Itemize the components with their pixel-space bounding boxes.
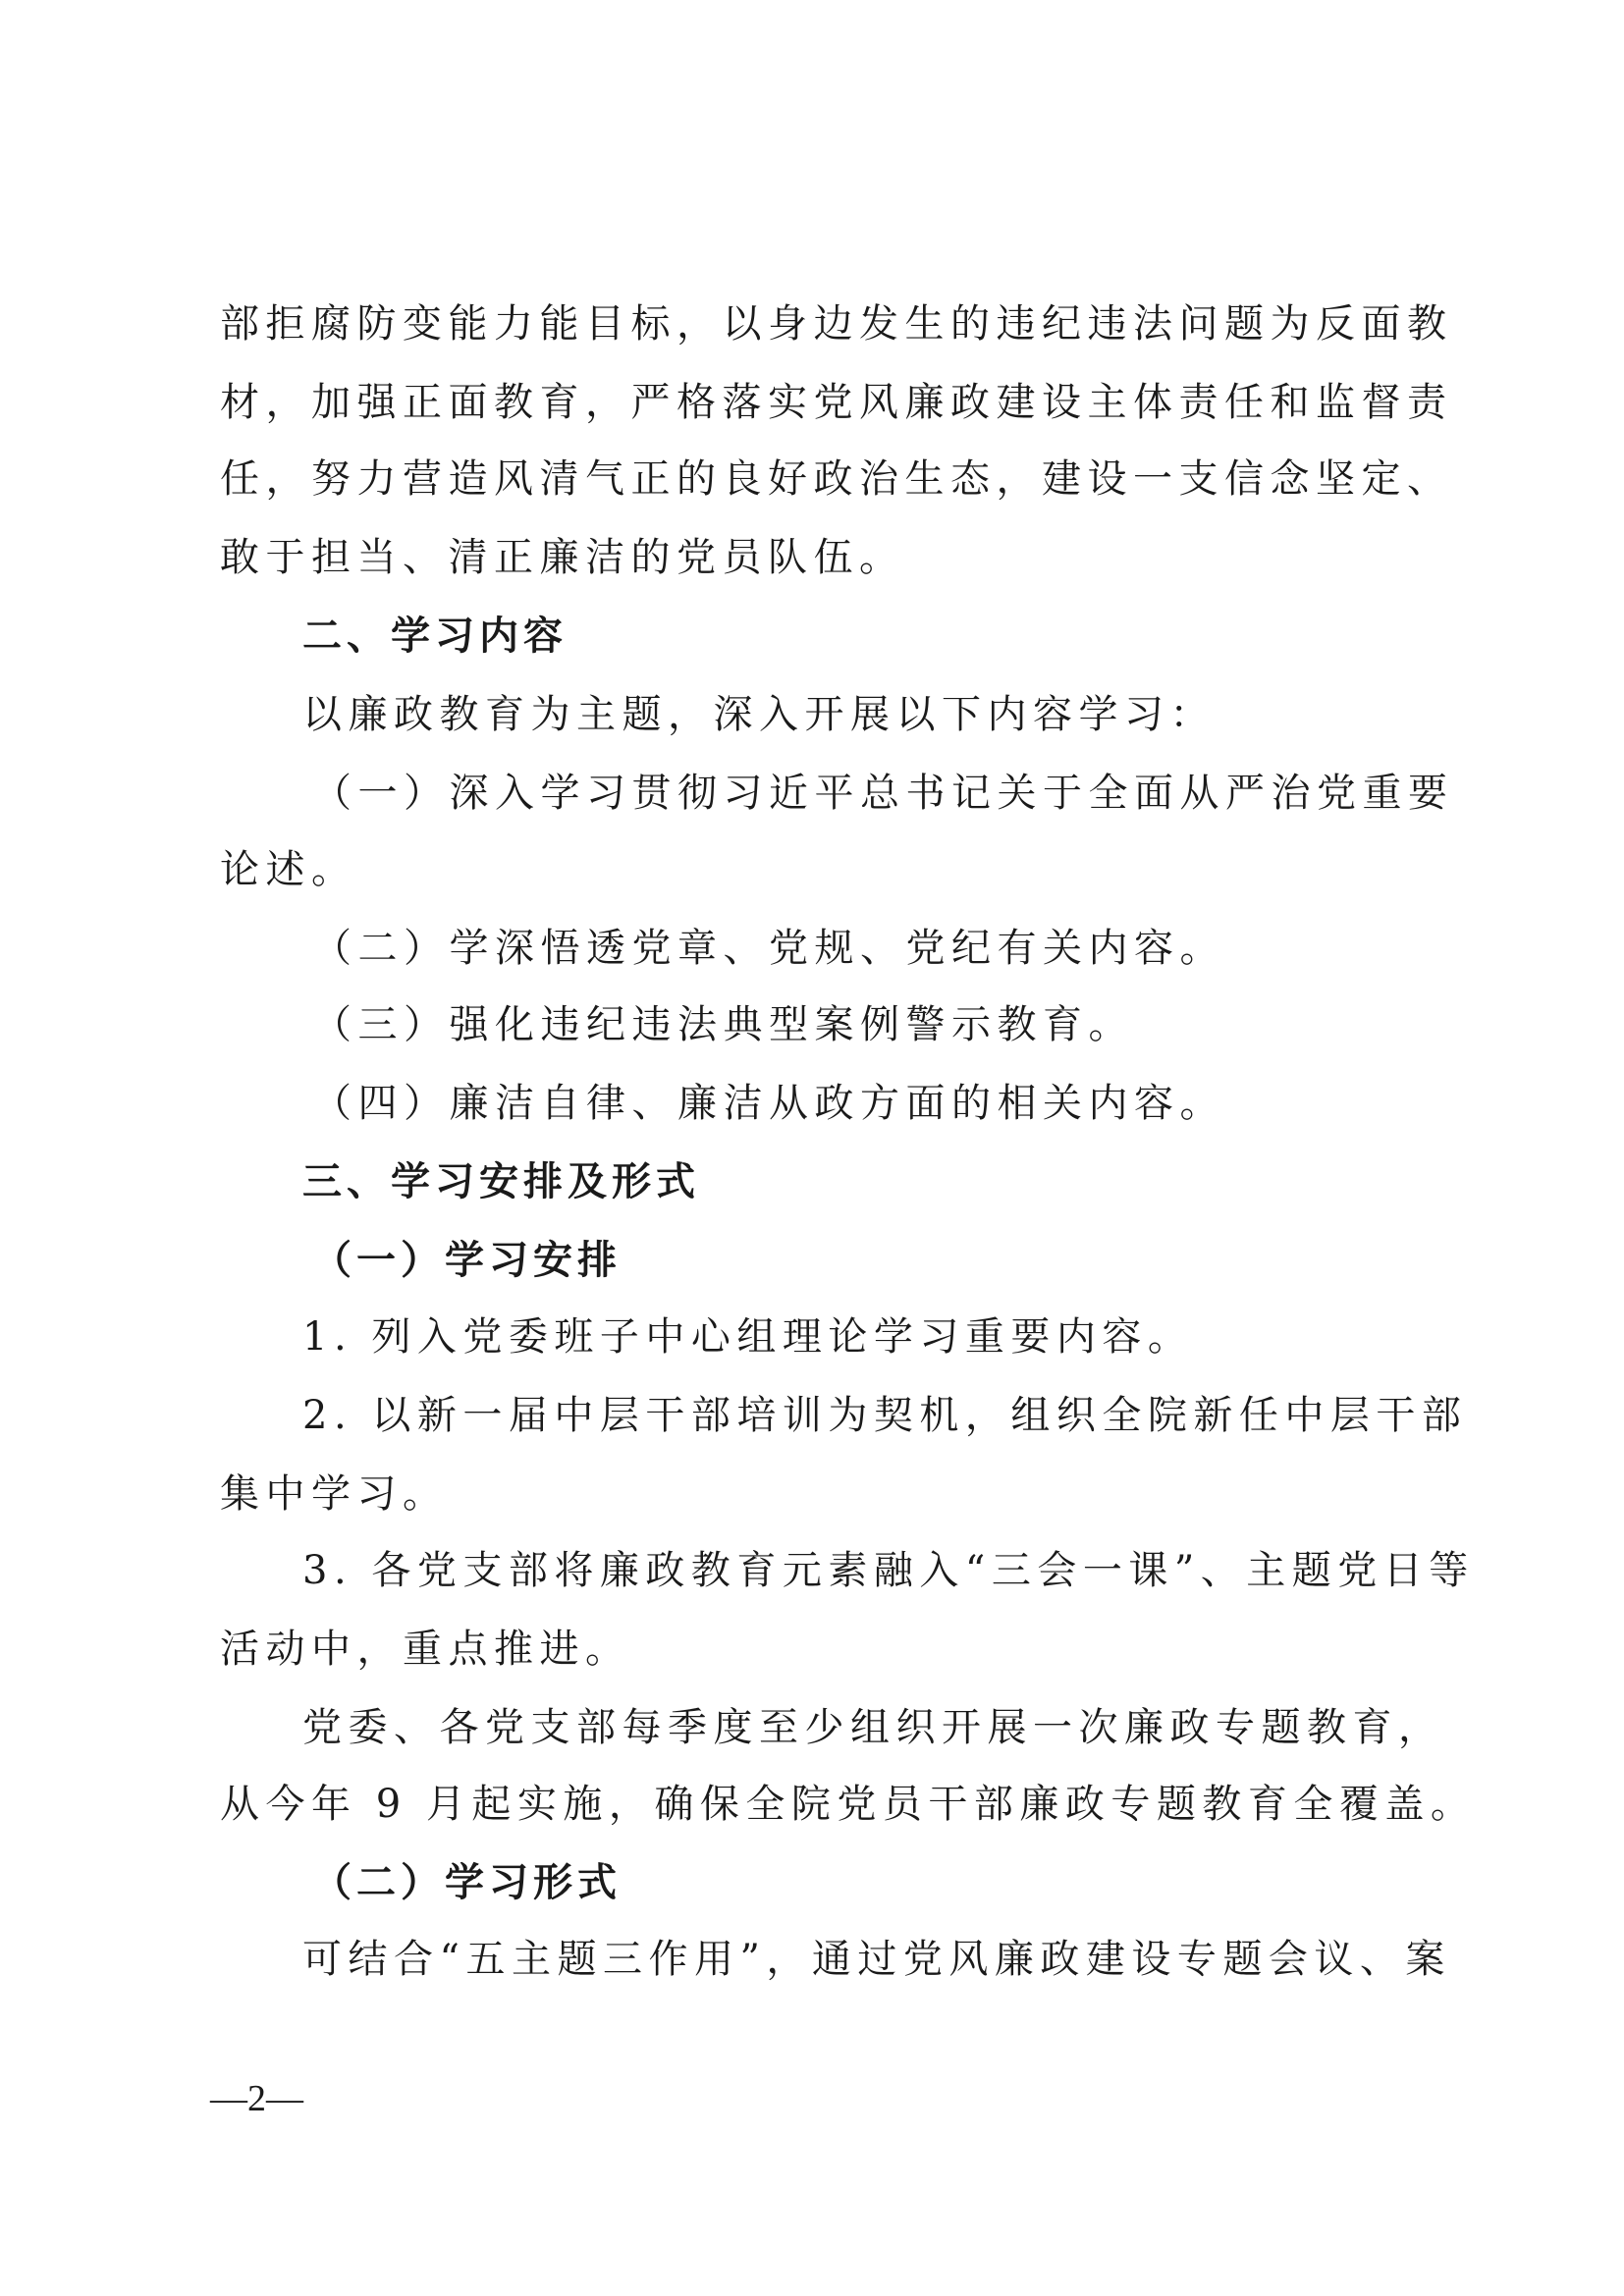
subsection-heading: （一）学习安排 (312, 1238, 622, 1283)
numbered-item: 2. 以新一届中层干部培训为契机，组织全院新任中层干部 (302, 1393, 1468, 1438)
paragraph-line: 材，加强正面教育，严格落实党风廉政建设主体责任和监督责 (220, 380, 1453, 425)
subsection-heading: （二）学习形式 (312, 1860, 622, 1905)
numbered-item: 1. 列入党委班子中心组理论学习重要内容。 (302, 1314, 1194, 1360)
paragraph-line: 敢于担当、清正廉洁的党员队伍。 (220, 535, 905, 580)
paragraph-line: 可结合“五主题三作用”，通过党风廉政建设专题会议、案 (302, 1937, 1451, 1982)
list-item: （三）强化违纪违法典型案例警示教育。 (312, 1002, 1134, 1047)
paragraph-line: 党委、各党支部每季度至少组织开展一次廉政专题教育， (302, 1705, 1444, 1750)
numbered-item-continuation: 活动中，重点推进。 (220, 1627, 631, 1672)
paragraph-line: 从今年 9 月起实施，确保全院党员干部廉政专题教育全覆盖。 (220, 1782, 1477, 1827)
section-heading: 三、学习安排及形式 (302, 1159, 700, 1204)
section-intro: 以廉政教育为主题，深入开展以下内容学习： (302, 692, 1216, 737)
numbered-item-continuation: 集中学习。 (220, 1471, 449, 1517)
paragraph-line: 任，努力营造风清气正的良好政治生态，建设一支信念坚定、 (220, 456, 1453, 502)
list-item-continuation: 论述。 (220, 847, 357, 892)
list-item: （二）学深悟透党章、党规、党纪有关内容。 (312, 926, 1225, 971)
list-item: （四）廉洁自律、廉洁从政方面的相关内容。 (312, 1081, 1225, 1126)
numbered-item: 3. 各党支部将廉政教育元素融入“三会一课”、主题党日等 (302, 1548, 1475, 1593)
paragraph-line: 部拒腐防变能力能目标，以身边发生的违纪违法问题为反面教 (220, 301, 1453, 347)
section-heading: 二、学习内容 (302, 614, 568, 659)
page-number: —2— (210, 2078, 303, 2119)
list-item: （一）深入学习贯彻习近平总书记关于全面从严治党重要 (312, 771, 1454, 816)
